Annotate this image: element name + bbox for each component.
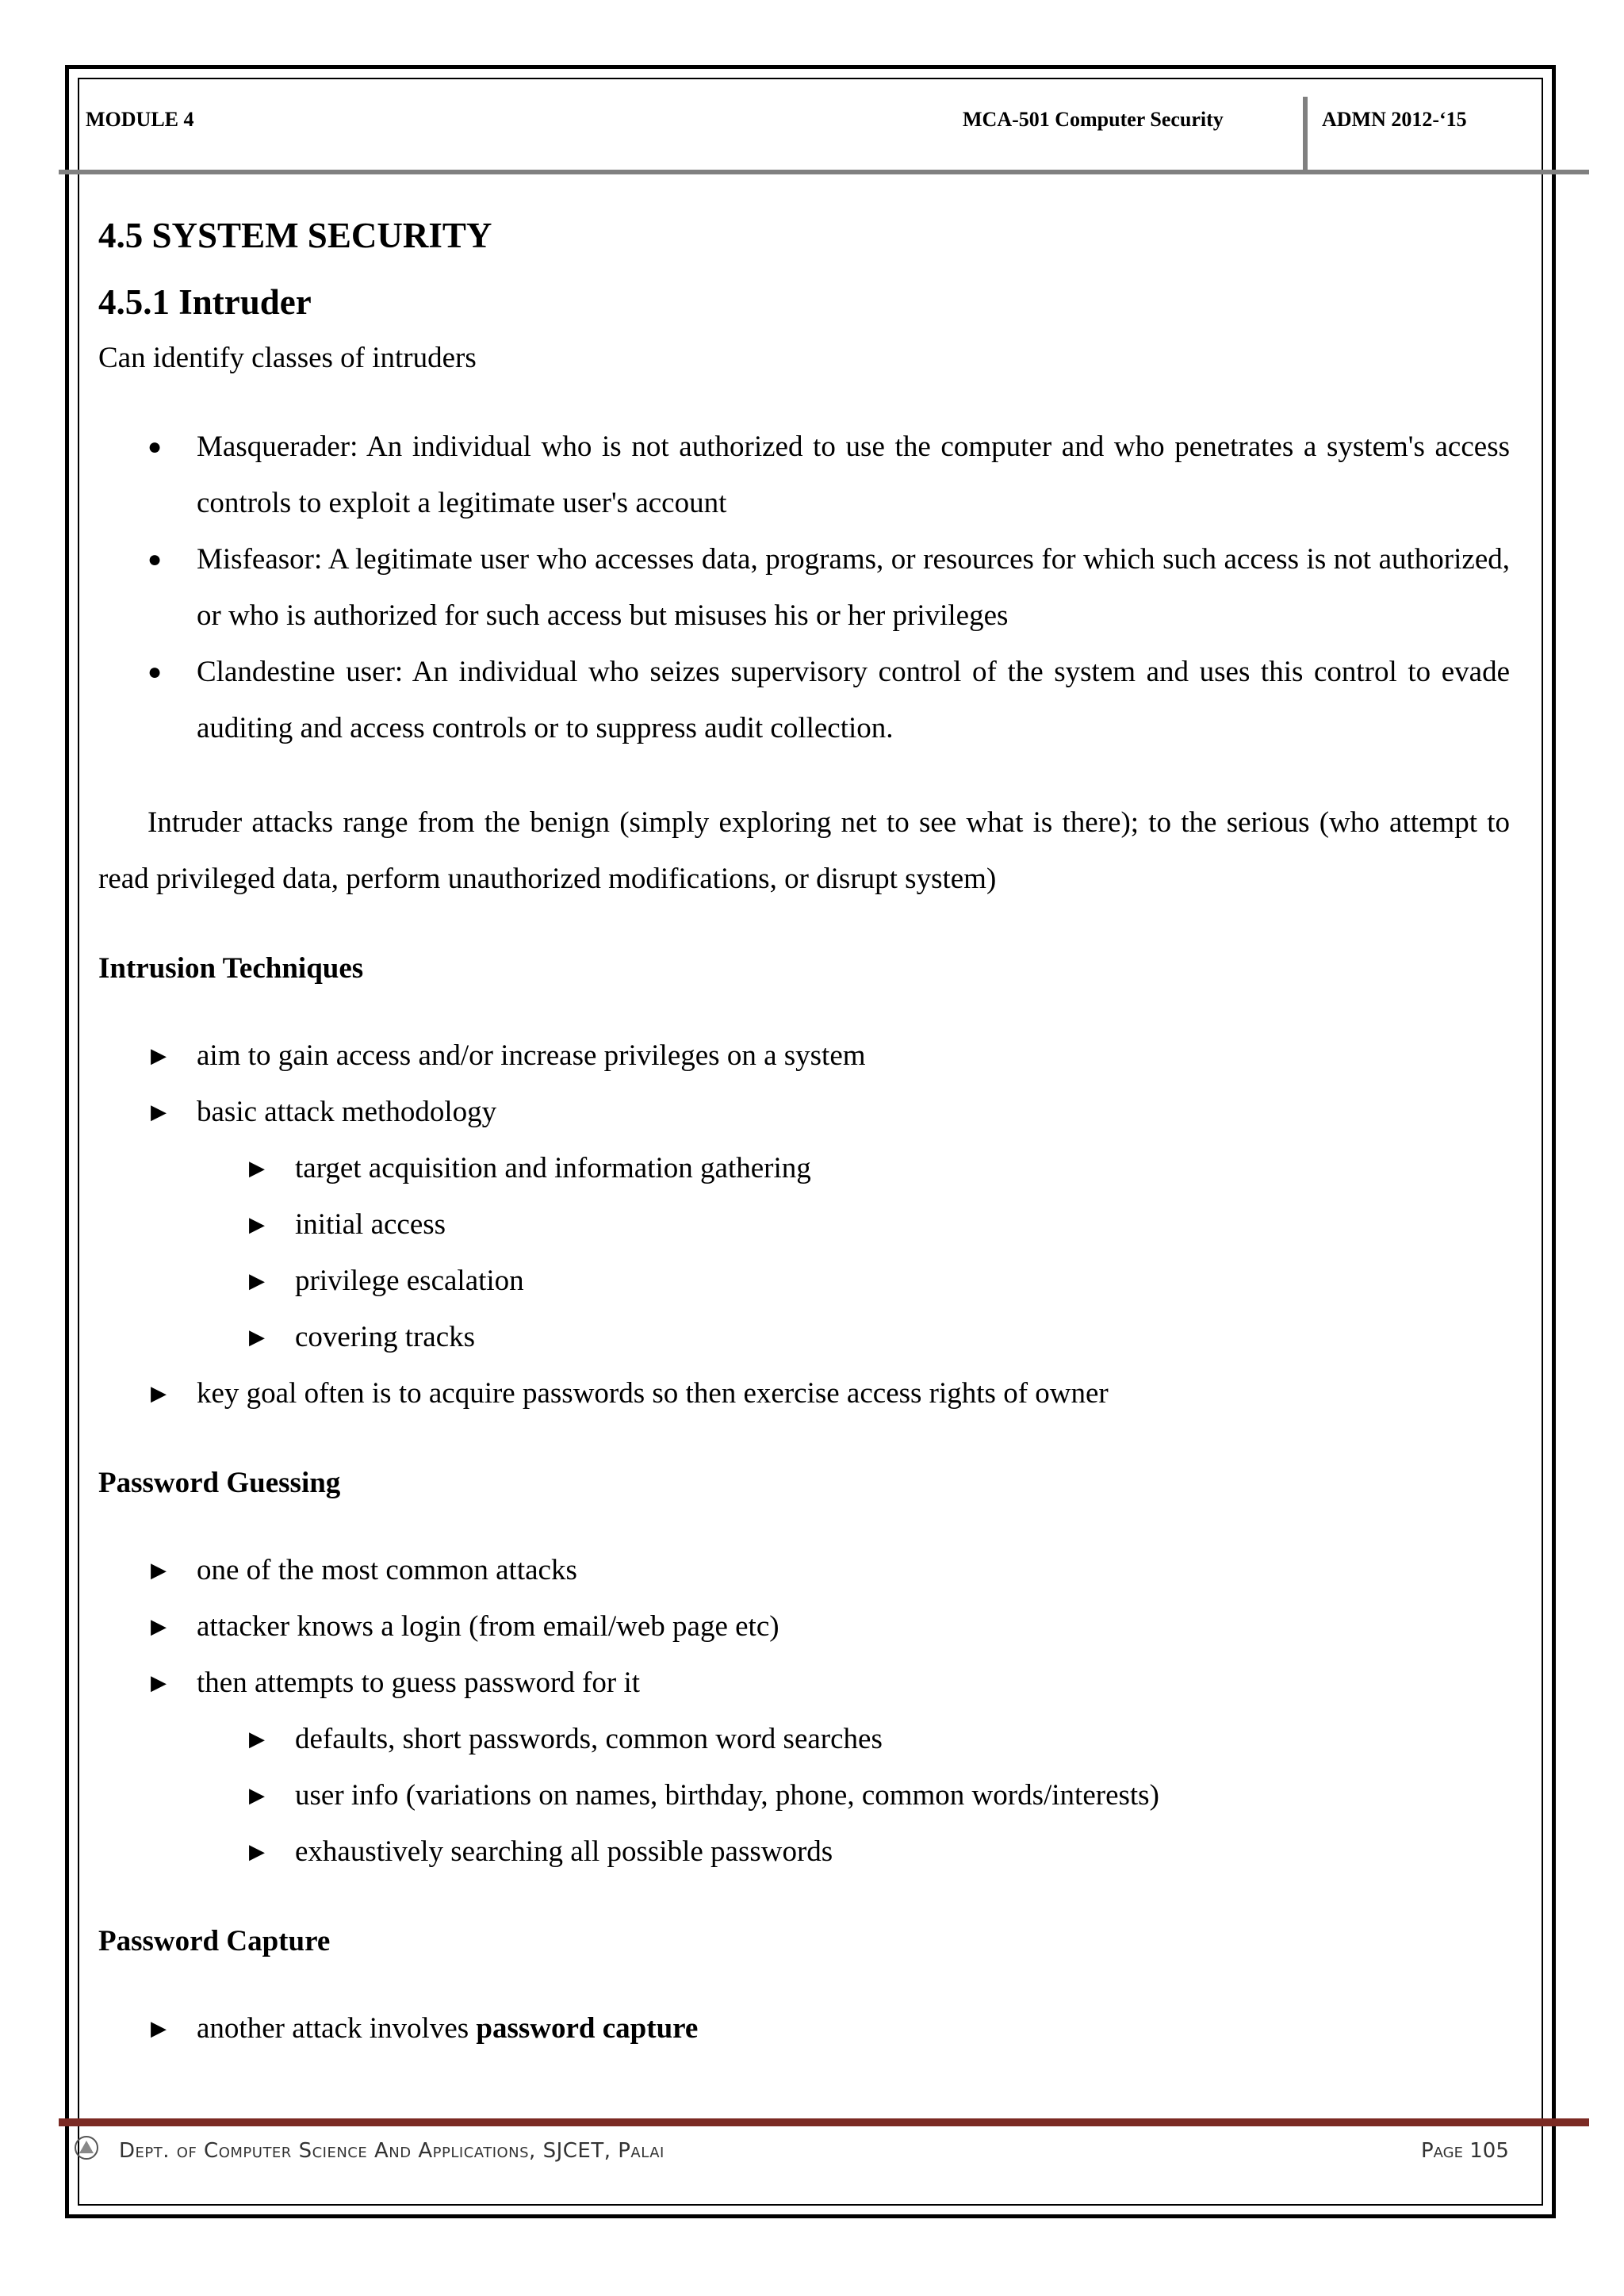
- list-item-text: Masquerader: An individual who is not authorized to use the computer and who penetrates a system's access controls to exploit a legitimate user's account: [197, 430, 1510, 519]
- arrow-bullet-icon: ▶: [151, 1382, 167, 1405]
- list-item-text: attacker knows a login (from email/web page etc): [197, 1610, 779, 1643]
- list-item-text: one of the most common attacks: [197, 1554, 577, 1586]
- list-item: [98, 2000, 1510, 2057]
- list-item-text: key goal often is to acquire passwords so then exercise access rights of owner: [197, 1377, 1109, 1410]
- header-rule: [59, 170, 1589, 174]
- arrow-bullet-icon: ▶: [249, 1326, 265, 1349]
- arrow-bullet-icon: ▶: [249, 1784, 265, 1807]
- list-item-text: initial access: [295, 1208, 446, 1241]
- bullet-icon: ●: [147, 434, 163, 460]
- college-logo-icon: [73, 2134, 100, 2161]
- intro-text: Can identify classes of intruders: [98, 342, 477, 374]
- page-content: [98, 208, 1510, 2057]
- password-capture-heading: Password Capture: [98, 1925, 331, 1957]
- header-course: MCA-501 Computer Security: [963, 108, 1224, 131]
- arrow-bullet-icon: ▶: [249, 1728, 265, 1751]
- sub-list-item: [98, 1767, 1510, 1823]
- arrow-bullet-icon: ▶: [249, 1213, 265, 1236]
- sub-list-item: [98, 1196, 1510, 1253]
- intrusion-techniques-list: [98, 1027, 1510, 1422]
- arrow-bullet-icon: ▶: [249, 1269, 265, 1292]
- intruder-class-list: [98, 419, 1510, 756]
- sub-list-item: [98, 1711, 1510, 1767]
- section-title: 4.5 SYSTEM SECURITY: [98, 216, 492, 255]
- arrow-bullet-icon: ▶: [249, 1157, 265, 1180]
- arrow-bullet-icon: ▶: [151, 1671, 167, 1694]
- password-capture-list: [98, 2000, 1510, 2057]
- arrow-bullet-icon: ▶: [151, 2017, 167, 2040]
- list-item: [98, 1084, 1510, 1140]
- subsection-title: 4.5.1 Intruder: [98, 282, 312, 322]
- sub-list-item: [98, 1309, 1510, 1365]
- attacks-paragraph: Intruder attacks range from the benign (simply exploring net to see what is there); to the serious (who attempt to read privileged data, perform unauthorized modifications, or disrupt system): [98, 806, 1510, 895]
- arrow-bullet-icon: ▶: [151, 1559, 167, 1582]
- header-admn: ADMN 2012-‘15: [1322, 108, 1467, 131]
- intrusion-techniques-heading: Intrusion Techniques: [98, 952, 364, 985]
- list-item-text: then attempts to guess password for it: [197, 1667, 641, 1699]
- list-item-text: aim to gain access and/or increase privileges on a system: [197, 1039, 866, 1072]
- list-item-text: user info (variations on names, birthday, phone, common words/interests): [295, 1779, 1159, 1812]
- list-item: [98, 1542, 1510, 1598]
- list-item-text: privilege escalation: [295, 1265, 524, 1297]
- arrow-bullet-icon: ▶: [151, 1100, 167, 1123]
- header-separator: [1303, 97, 1308, 170]
- password-guessing-heading: Password Guessing: [98, 1467, 341, 1499]
- list-item: [98, 1027, 1510, 1084]
- list-item-text: basic attack methodology: [197, 1096, 497, 1128]
- list-item: [98, 419, 1510, 531]
- list-item: [98, 1598, 1510, 1655]
- list-item-text: exhaustively searching all possible passwords: [295, 1835, 833, 1868]
- list-item-text: Misfeasor: A legitimate user who accesses data, programs, or resources for which such access is not authorized, or who is authorized for such access but misuses his or her privileges: [197, 543, 1510, 632]
- list-item: [98, 531, 1510, 644]
- list-item-text: covering tracks: [295, 1321, 476, 1353]
- header-module: MODULE 4: [86, 108, 194, 131]
- footer-rule: [59, 2118, 1589, 2126]
- sub-list-item: [98, 1823, 1510, 1880]
- footer-page-number: Page 105: [1421, 2139, 1509, 2163]
- list-item-text: another attack involves: [197, 2012, 477, 2045]
- list-item-text: defaults, short passwords, common word searches: [295, 1723, 883, 1755]
- arrow-bullet-icon: ▶: [151, 1044, 167, 1067]
- sub-list-item: [98, 1253, 1510, 1309]
- password-guessing-list: [98, 1542, 1510, 1880]
- bullet-icon: ●: [147, 659, 163, 685]
- list-item-text: target acquisition and information gathering: [295, 1152, 811, 1184]
- list-item: [98, 1655, 1510, 1711]
- list-item-text: Clandestine user: An individual who seizes supervisory control of the system and uses this control to evade auditing and access controls or to suppress audit collection.: [197, 656, 1510, 744]
- bullet-icon: ●: [147, 546, 163, 572]
- sub-list-item: [98, 1140, 1510, 1196]
- arrow-bullet-icon: ▶: [151, 1615, 167, 1638]
- list-item: [98, 644, 1510, 756]
- list-item: [98, 1365, 1510, 1422]
- footer-department: Dept. of Computer Science And Applications, SJCET, Palai: [119, 2139, 665, 2163]
- arrow-bullet-icon: ▶: [249, 1840, 265, 1863]
- emphasis-text: password capture: [476, 2012, 699, 2045]
